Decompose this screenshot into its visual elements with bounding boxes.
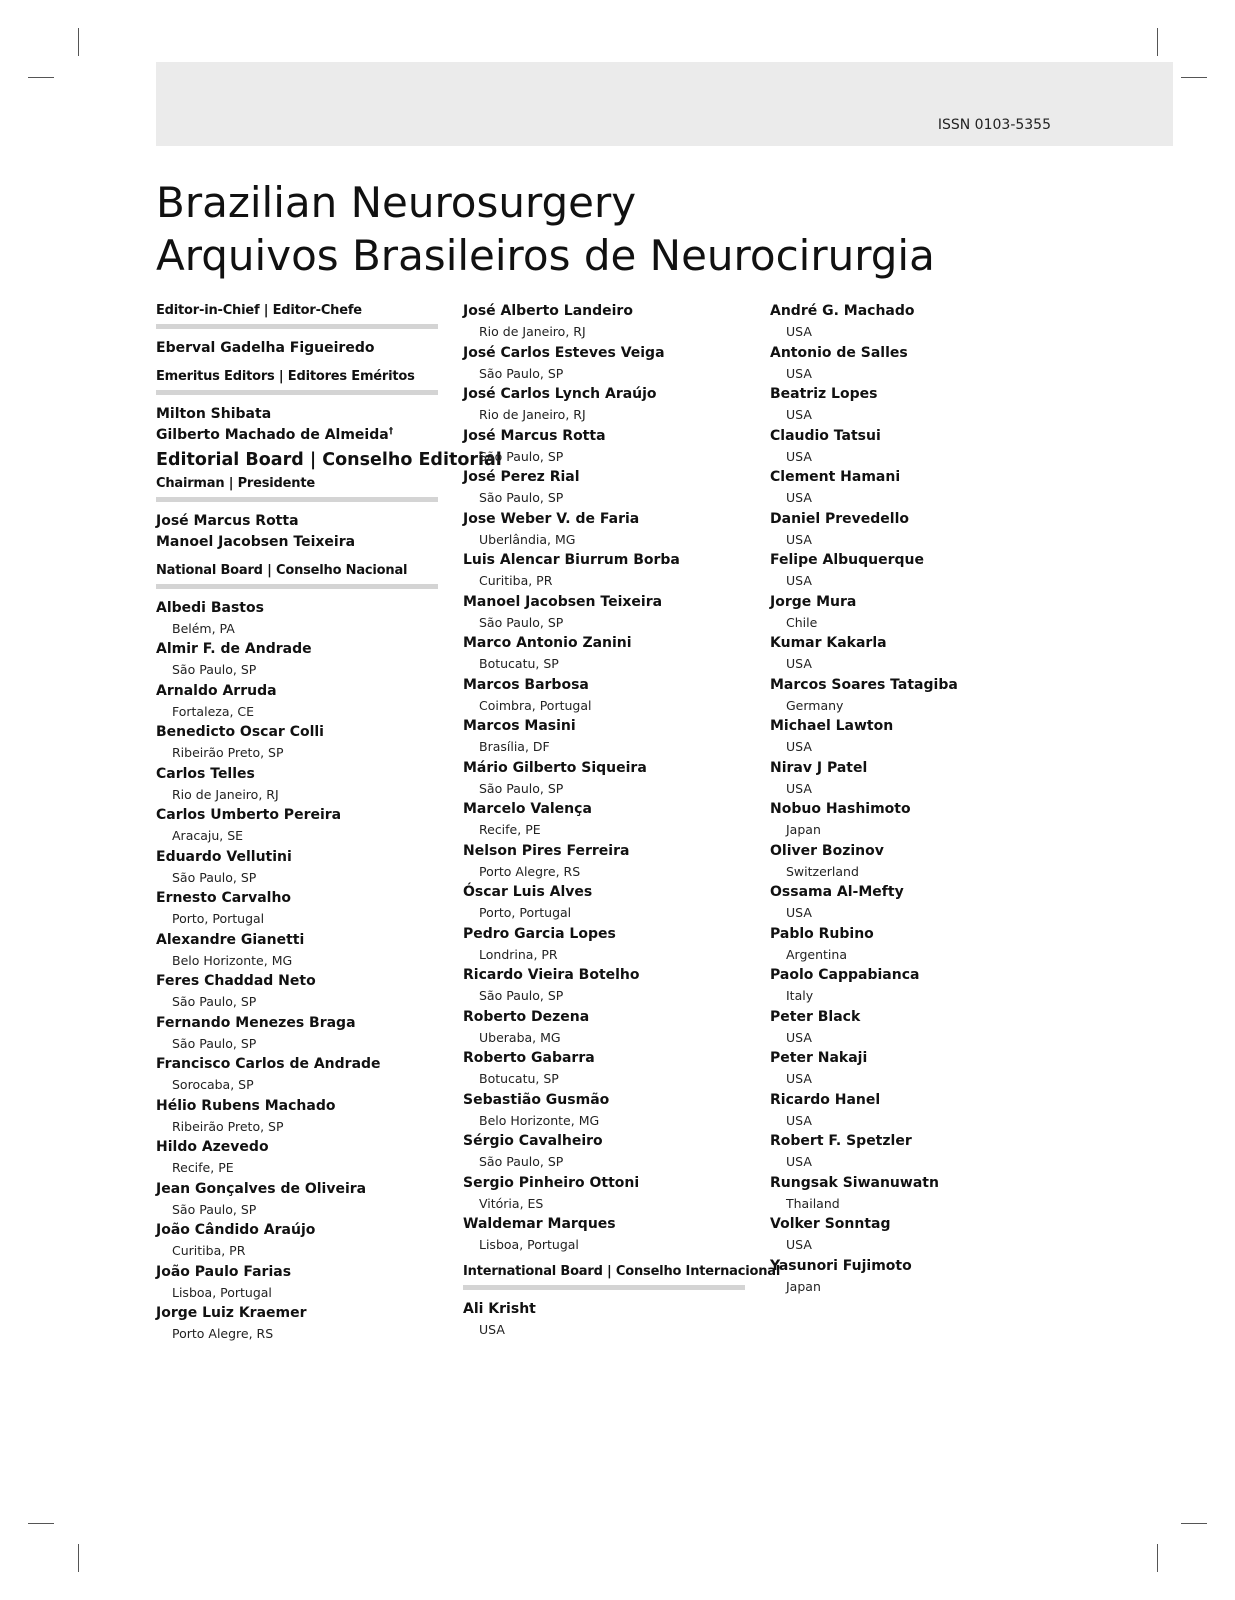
member-location: São Paulo, SP xyxy=(172,869,257,885)
member-name: Jean Gonçalves de Oliveira xyxy=(156,1180,367,1197)
member-name: José Perez Rial xyxy=(463,469,580,485)
member-location: Londrina, PR xyxy=(479,946,558,962)
member-name: Carlos Telles xyxy=(156,765,255,782)
member-location: Aracaju, SE xyxy=(172,828,244,844)
national-board-member xyxy=(463,758,745,800)
member-name: Marcos Masini xyxy=(463,718,576,734)
journal-title-english: Brazilian Neurosurgery xyxy=(156,178,637,227)
member-location: São Paulo, SP xyxy=(479,448,564,464)
member-location: USA xyxy=(786,324,812,339)
member-name: Peter Nakaji xyxy=(770,1050,868,1066)
chairman-name: José Marcus Rotta xyxy=(156,513,299,530)
member-name: Robert F. Spetzler xyxy=(770,1133,912,1149)
member-name: José Carlos Lynch Araújo xyxy=(463,386,657,402)
national-board-member xyxy=(156,971,438,1013)
national-board-member xyxy=(463,1090,745,1132)
crop-mark-top-left-vertical xyxy=(78,28,79,56)
national-board-member xyxy=(463,509,745,551)
member-location: Botucatu, SP xyxy=(479,656,559,671)
member-name: Roberto Dezena xyxy=(463,1008,590,1025)
member-location: USA xyxy=(786,1112,812,1128)
national-board-member xyxy=(463,1007,745,1049)
national-board-member xyxy=(463,882,745,924)
international-board-member xyxy=(770,1131,1052,1173)
member-location: USA xyxy=(786,1071,812,1086)
member-name: Carlos Umberto Pereira xyxy=(156,807,342,824)
national-board-member xyxy=(156,722,438,764)
national-board-member xyxy=(156,847,438,889)
member-name: Beatriz Lopes xyxy=(770,386,878,402)
international-board-member xyxy=(463,1299,745,1341)
member-location: Italy xyxy=(786,988,814,1003)
member-name: Roberto Gabarra xyxy=(463,1050,595,1066)
member-location: Belo Horizonte, MG xyxy=(479,1112,600,1128)
national-board-member xyxy=(463,1131,745,1173)
member-location: USA xyxy=(786,905,812,920)
international-board-list-part-2 xyxy=(770,301,1052,1297)
member-location: Rio de Janeiro, RJ xyxy=(479,324,586,339)
member-location: Lisboa, Portugal xyxy=(172,1284,272,1300)
journal-title xyxy=(156,176,935,282)
member-location: São Paulo, SP xyxy=(172,662,257,678)
international-board-member xyxy=(770,301,1052,343)
member-name: Luis Alencar Biurrum Borba xyxy=(463,552,680,568)
member-location: USA xyxy=(786,573,812,588)
member-location: Vitória, ES xyxy=(479,1195,544,1211)
member-location: São Paulo, SP xyxy=(479,1154,564,1169)
member-name: Waldemar Marques xyxy=(463,1216,616,1232)
national-board-member xyxy=(463,1173,745,1215)
international-board-member xyxy=(770,882,1052,924)
international-board-member xyxy=(770,1173,1052,1215)
crop-mark-top-right-vertical xyxy=(1157,28,1158,56)
member-name: Pedro Garcia Lopes xyxy=(463,925,616,942)
crop-mark-bottom-left-vertical xyxy=(78,1544,79,1572)
member-name: Óscar Luis Alves xyxy=(463,884,593,900)
member-location: Porto Alegre, RS xyxy=(479,863,581,879)
member-location: Argentina xyxy=(786,946,847,962)
member-name: Claudio Tatsui xyxy=(770,427,881,444)
national-board-member xyxy=(156,888,438,930)
national-board-member xyxy=(463,1214,745,1256)
international-board-member xyxy=(770,675,1052,717)
member-name: José Carlos Esteves Veiga xyxy=(463,344,665,361)
member-name: Ricardo Vieira Botelho xyxy=(463,967,640,983)
member-name: João Paulo Farias xyxy=(156,1263,292,1280)
member-location: Curitiba, PR xyxy=(172,1243,246,1259)
member-name: Felipe Albuquerque xyxy=(770,552,924,568)
national-board-member xyxy=(156,598,438,640)
member-name: João Cândido Araújo xyxy=(156,1222,316,1239)
member-location: Uberlândia, MG xyxy=(479,531,576,547)
member-location: USA xyxy=(786,448,812,464)
national-board-list-part-2 xyxy=(463,301,745,1256)
international-board-member xyxy=(770,550,1052,592)
member-location: USA xyxy=(786,365,812,381)
member-name: Peter Black xyxy=(770,1008,861,1025)
member-location: São Paulo, SP xyxy=(479,988,564,1003)
international-board-list-part-1 xyxy=(463,1299,745,1341)
member-name: Nelson Pires Ferreira xyxy=(463,842,630,859)
national-board-list-part-1 xyxy=(156,598,438,1345)
member-name: Ali Krisht xyxy=(463,1300,536,1317)
member-location: Chile xyxy=(786,614,818,630)
member-location: São Paulo, SP xyxy=(479,490,564,505)
international-board-member xyxy=(770,467,1052,509)
editorial-board-heading: Editorial Board | Conselho Editorial xyxy=(156,450,502,471)
member-location: USA xyxy=(786,656,812,671)
member-name: Oliver Bozinov xyxy=(770,842,884,859)
member-location: USA xyxy=(479,1321,505,1337)
member-name: Jorge Mura xyxy=(770,593,857,610)
international-board-member xyxy=(770,1214,1052,1256)
member-location: Lisboa, Portugal xyxy=(479,1237,579,1252)
member-location: Recife, PE xyxy=(172,1160,234,1176)
column-3 xyxy=(770,301,1052,1297)
member-location: USA xyxy=(786,1029,812,1045)
editor-in-chief-heading: Editor-in-Chief | Editor-Chefe xyxy=(156,301,438,329)
member-name: Benedicto Oscar Colli xyxy=(156,724,324,741)
international-board-member xyxy=(770,509,1052,551)
column-2 xyxy=(463,301,781,1340)
member-name: Paolo Cappabianca xyxy=(770,967,920,983)
member-name: Rungsak Siwanuwatn xyxy=(770,1174,939,1191)
national-board-member xyxy=(463,716,745,758)
member-location: Uberaba, MG xyxy=(479,1029,561,1045)
member-location: São Paulo, SP xyxy=(172,1035,257,1051)
dagger-mark: † xyxy=(388,425,394,436)
member-name: Marcos Barbosa xyxy=(463,676,589,693)
national-board-member xyxy=(463,426,745,468)
member-location: Porto, Portugal xyxy=(479,905,572,920)
international-board-member xyxy=(770,426,1052,468)
member-location: Botucatu, SP xyxy=(479,1071,559,1086)
member-name: Marcelo Valença xyxy=(463,801,592,817)
national-board-member xyxy=(156,1137,438,1179)
national-board-member xyxy=(156,1303,438,1345)
international-board-member xyxy=(770,758,1052,800)
spacer xyxy=(156,553,438,561)
international-board-member xyxy=(770,633,1052,675)
member-location: USA xyxy=(786,780,812,796)
member-name: Ossama Al-Mefty xyxy=(770,884,904,900)
member-location: Sorocaba, SP xyxy=(172,1077,254,1093)
national-board-member xyxy=(156,1013,438,1055)
member-location: Belo Horizonte, MG xyxy=(172,952,293,968)
member-name: Nirav J Patel xyxy=(770,759,868,776)
member-name: Ernesto Carvalho xyxy=(156,890,292,907)
member-location: Rio de Janeiro, RJ xyxy=(172,786,279,802)
national-board-member xyxy=(156,1096,438,1138)
member-name: Yasunori Fujimoto xyxy=(770,1257,912,1274)
international-board-member xyxy=(770,924,1052,966)
national-board-member xyxy=(156,1262,438,1304)
member-name: André G. Machado xyxy=(770,303,915,319)
member-name: Marcos Soares Tatagiba xyxy=(770,676,958,693)
member-location: Fortaleza, CE xyxy=(172,703,255,719)
national-board-member xyxy=(463,1048,745,1090)
emeritus-editor-name: Milton Shibata xyxy=(156,405,272,422)
member-location: São Paulo, SP xyxy=(479,365,564,381)
member-location: São Paulo, SP xyxy=(172,994,257,1010)
member-location: São Paulo, SP xyxy=(479,614,564,630)
national-board-member xyxy=(463,301,745,343)
international-board-member xyxy=(770,1090,1052,1132)
national-board-member xyxy=(463,384,745,426)
member-name: Almir F. de Andrade xyxy=(156,641,312,658)
member-location: São Paulo, SP xyxy=(479,780,564,796)
header-band xyxy=(156,62,1173,146)
national-board-member xyxy=(463,633,745,675)
member-name: Francisco Carlos de Andrade xyxy=(156,1056,381,1073)
member-name: Hélio Rubens Machado xyxy=(156,1097,336,1114)
member-name: Eduardo Vellutini xyxy=(156,848,292,865)
national-board-member xyxy=(463,799,745,841)
national-board-member xyxy=(463,965,745,1007)
national-board-member xyxy=(156,930,438,972)
member-location: Recife, PE xyxy=(479,822,541,837)
member-name: Kumar Kakarla xyxy=(770,635,887,651)
member-name: José Alberto Landeiro xyxy=(463,303,633,319)
member-location: USA xyxy=(786,1154,812,1169)
national-board-member xyxy=(156,764,438,806)
member-location: Switzerland xyxy=(786,863,859,879)
member-location: USA xyxy=(786,739,812,754)
national-board-member xyxy=(156,805,438,847)
member-location: Porto Alegre, RS xyxy=(172,1326,274,1342)
member-location: Brasília, DF xyxy=(479,739,550,754)
member-location: Coimbra, Portugal xyxy=(479,697,592,713)
international-board-heading: International Board | Conselho Internacional xyxy=(463,1262,745,1290)
member-name: Sérgio Cavalheiro xyxy=(463,1133,603,1149)
member-name: Ricardo Hanel xyxy=(770,1091,881,1108)
emeritus-editor-name-text: Gilberto Machado de Almeida xyxy=(156,426,389,443)
national-board-member xyxy=(156,639,438,681)
international-board-member xyxy=(770,716,1052,758)
member-name: Hildo Azevedo xyxy=(156,1139,269,1156)
member-name: Antonio de Salles xyxy=(770,344,908,361)
member-name: Jorge Luiz Kraemer xyxy=(156,1305,307,1322)
national-board-member xyxy=(463,841,745,883)
member-name: Feres Chaddad Neto xyxy=(156,973,316,990)
member-location: Belém, PA xyxy=(172,620,235,636)
member-name: Marco Antonio Zanini xyxy=(463,635,632,651)
international-board-member xyxy=(770,799,1052,841)
member-location: USA xyxy=(786,1237,812,1252)
national-board-member xyxy=(463,675,745,717)
member-location: USA xyxy=(786,490,812,505)
crop-mark-bottom-right-horizontal xyxy=(1181,1523,1207,1524)
international-board-member xyxy=(770,1048,1052,1090)
member-name: Fernando Menezes Braga xyxy=(156,1014,356,1031)
international-board-member xyxy=(770,1256,1052,1298)
member-name: Michael Lawton xyxy=(770,718,894,734)
national-board-member xyxy=(463,343,745,385)
member-location: USA xyxy=(786,531,812,547)
member-name: Nobuo Hashimoto xyxy=(770,801,911,817)
member-name: Clement Hamani xyxy=(770,469,901,485)
editor-in-chief-name: Eberval Gadelha Figueiredo xyxy=(156,340,375,356)
member-name: Mário Gilberto Siqueira xyxy=(463,759,647,776)
spacer xyxy=(156,359,438,367)
emeritus-editor-name-deceased xyxy=(156,425,438,446)
international-board-member xyxy=(770,343,1052,385)
international-board-member xyxy=(770,592,1052,634)
member-name: Sergio Pinheiro Ottoni xyxy=(463,1174,640,1191)
member-name: Volker Sonntag xyxy=(770,1216,891,1232)
crop-mark-bottom-left-horizontal xyxy=(28,1523,54,1524)
member-name: Jose Weber V. de Faria xyxy=(463,510,640,527)
member-name: Alexandre Gianetti xyxy=(156,931,305,948)
international-board-member xyxy=(770,965,1052,1007)
member-location: São Paulo, SP xyxy=(172,1201,257,1217)
emeritus-editors-heading: Emeritus Editors | Editores Eméritos xyxy=(156,367,438,395)
member-location: Germany xyxy=(786,697,844,713)
national-board-member xyxy=(463,467,745,509)
international-board-member xyxy=(770,841,1052,883)
member-name: Sebastião Gusmão xyxy=(463,1091,610,1108)
national-board-member xyxy=(156,1220,438,1262)
member-location: Japan xyxy=(786,1278,821,1294)
national-board-member xyxy=(156,1054,438,1096)
issn: ISSN 0103-5355 xyxy=(937,117,1051,133)
chairman-heading: Chairman | Presidente xyxy=(156,474,438,502)
crop-mark-top-right-horizontal xyxy=(1181,77,1207,78)
member-location: USA xyxy=(786,407,812,422)
member-location: Rio de Janeiro, RJ xyxy=(479,407,586,422)
crop-mark-top-left-horizontal xyxy=(28,77,54,78)
crop-mark-bottom-right-vertical xyxy=(1157,1544,1158,1572)
international-board-member xyxy=(770,1007,1052,1049)
national-board-member xyxy=(463,924,745,966)
member-location: Ribeirão Preto, SP xyxy=(172,1118,284,1134)
member-name: Pablo Rubino xyxy=(770,925,874,942)
international-board-member xyxy=(770,384,1052,426)
national-board-member xyxy=(156,681,438,723)
member-location: Curitiba, PR xyxy=(479,573,553,588)
member-name: Arnaldo Arruda xyxy=(156,682,277,699)
member-location: Japan xyxy=(786,822,821,837)
member-name: Daniel Prevedello xyxy=(770,510,910,527)
national-board-member xyxy=(463,592,745,634)
member-location: Ribeirão Preto, SP xyxy=(172,745,284,761)
member-location: Thailand xyxy=(786,1195,840,1211)
member-location: Porto, Portugal xyxy=(172,911,265,927)
member-name: José Marcus Rotta xyxy=(463,427,606,444)
national-board-member xyxy=(156,1179,438,1221)
chairman-name: Manoel Jacobsen Teixeira xyxy=(156,534,356,551)
national-board-heading: National Board | Conselho Nacional xyxy=(156,561,438,589)
national-board-member xyxy=(463,550,745,592)
member-name: Manoel Jacobsen Teixeira xyxy=(463,593,663,610)
journal-title-portuguese: Arquivos Brasileiros de Neurocirurgia xyxy=(156,231,935,280)
member-name: Albedi Bastos xyxy=(156,599,264,616)
